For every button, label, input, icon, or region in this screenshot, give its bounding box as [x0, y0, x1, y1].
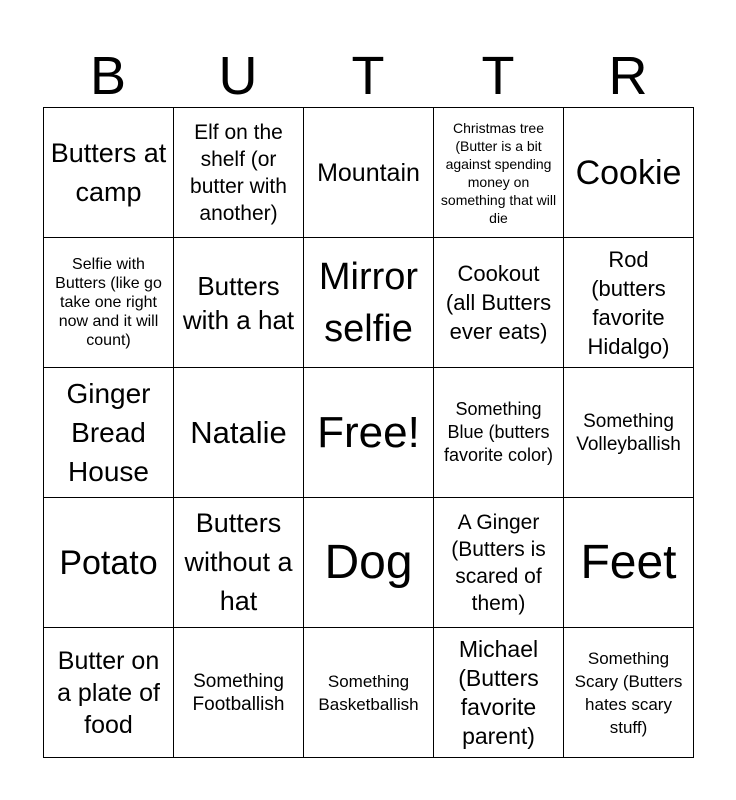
bingo-cell[interactable]: Something Footballish [174, 628, 304, 758]
bingo-cell[interactable]: Butters with a hat [174, 238, 304, 368]
bingo-cell[interactable]: Dog [304, 498, 434, 628]
bingo-cell[interactable]: Michael (Butters favorite parent) [434, 628, 564, 758]
board-row-4 [44, 498, 694, 628]
bingo-cell[interactable]: Rod (butters favorite Hidalgo) [564, 238, 694, 368]
bingo-cell[interactable]: Butters at camp [44, 108, 174, 238]
bingo-cell[interactable]: A Ginger (Butters is scared of them) [434, 498, 564, 628]
header-letter-b: B [89, 46, 127, 106]
bingo-cell[interactable]: Something Volleyballish [564, 368, 694, 498]
bingo-cell[interactable]: Butter on a plate of food [44, 628, 174, 758]
header-letter-t1: T [351, 46, 385, 106]
bingo-cell[interactable]: Feet [564, 498, 694, 628]
bingo-cell[interactable]: Mountain [304, 108, 434, 238]
bingo-cell[interactable]: Selfie with Butters (like go take one right now and it will count) [44, 238, 174, 368]
header-letter-t2: T [481, 46, 515, 106]
bingo-cell[interactable]: Something Blue (butters favorite color) [434, 368, 564, 498]
bingo-cell[interactable]: Cookie [564, 108, 694, 238]
board-row-2 [44, 238, 694, 368]
bingo-cell[interactable]: Potato [44, 498, 174, 628]
board-row-1 [44, 108, 694, 238]
bingo-cell[interactable]: Butters without a hat [174, 498, 304, 628]
bingo-board [43, 107, 694, 758]
bingo-cell[interactable]: Christmas tree (Butter is a bit against spending money on something that will die [434, 108, 564, 238]
bingo-cell[interactable]: Mirror selfie [304, 238, 434, 368]
header-letter-r: R [608, 46, 648, 106]
header-letter-u: U [218, 46, 258, 106]
bingo-cell[interactable]: Ginger Bread House [44, 368, 174, 498]
bingo-cell[interactable]: Something Scary (Butters hates scary stuff) [564, 628, 694, 758]
bingo-header [43, 44, 693, 108]
board-row-3 [44, 368, 694, 498]
bingo-cell[interactable]: Something Basketballish [304, 628, 434, 758]
bingo-cell[interactable]: Cookout (all Butters ever eats) [434, 238, 564, 368]
bingo-cell[interactable]: Natalie [174, 368, 304, 498]
board-row-5 [44, 628, 694, 758]
bingo-cell[interactable]: Elf on the shelf (or butter with another) [174, 108, 304, 238]
free-space[interactable]: Free! [304, 368, 434, 498]
